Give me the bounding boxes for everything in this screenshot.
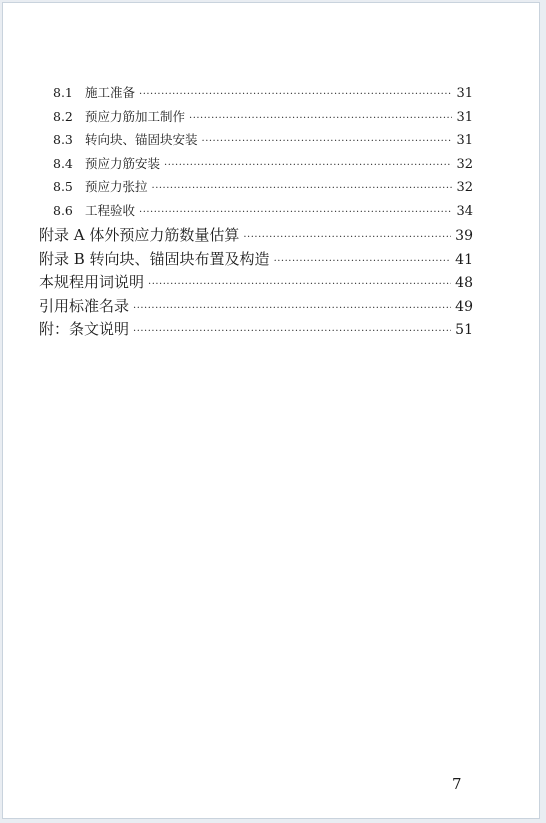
entry-page: 39: [455, 228, 473, 244]
dot-leader: [189, 113, 452, 124]
toc-section-row[interactable]: [39, 154, 473, 178]
toc-section-row[interactable]: [39, 107, 473, 131]
entry-title: 附录 B 转向块、锚固块布置及构造: [39, 249, 270, 268]
toc-section-row[interactable]: [39, 130, 473, 154]
toc-section-row[interactable]: [39, 201, 473, 225]
entry-title: 引用标准名录: [39, 296, 130, 315]
toc-section-row[interactable]: [39, 83, 473, 107]
toc-entry-row[interactable]: [39, 318, 473, 342]
entry-title: 附录 A 体外预应力筋数量估算: [39, 226, 240, 244]
section-number: 8.5: [53, 179, 73, 194]
dot-leader: [243, 232, 451, 243]
dot-leader: [202, 136, 453, 147]
dot-leader: [133, 303, 451, 314]
section-page: 31: [456, 109, 473, 125]
dot-leader: [148, 279, 451, 290]
toc-entry-row[interactable]: [39, 295, 473, 319]
section-title: 转向块、锚固块安装: [85, 132, 198, 147]
entry-page: 48: [455, 275, 473, 291]
toc-entry-row[interactable]: [39, 224, 473, 248]
toc-section-row[interactable]: [39, 177, 473, 201]
section-number: 8.1: [53, 85, 73, 100]
section-page: 31: [456, 133, 473, 148]
section-number: 8.3: [53, 132, 73, 147]
entry-page: 49: [455, 298, 473, 315]
entry-title: 本规程用词说明: [39, 273, 145, 291]
section-title: 工程验收: [85, 202, 136, 218]
dot-leader: [152, 183, 453, 194]
dot-leader: [164, 160, 452, 171]
entry-title: 附：条文说明: [39, 320, 130, 338]
toc-entry-row[interactable]: [39, 248, 473, 272]
dot-leader: [139, 207, 452, 218]
entry-page: 41: [455, 251, 473, 268]
page-number: 7: [452, 775, 462, 793]
section-title: 预应力筋加工制作: [85, 108, 186, 124]
toc-entry-row[interactable]: [39, 271, 473, 295]
section-page: 32: [456, 180, 473, 195]
section-page: 32: [456, 156, 473, 172]
section-number: 8.4: [53, 155, 73, 171]
section-title: 施工准备: [85, 85, 136, 100]
table-of-contents: [39, 83, 473, 342]
section-page: 34: [456, 203, 473, 219]
section-page: 31: [456, 86, 473, 101]
dot-leader: [274, 256, 452, 267]
section-number: 8.2: [53, 108, 73, 124]
dot-leader: [133, 326, 451, 337]
section-title: 预应力张拉: [85, 179, 148, 194]
document-page: [2, 2, 540, 819]
section-number: 8.6: [53, 202, 73, 218]
entry-page: 51: [455, 322, 473, 338]
dot-leader: [139, 89, 452, 100]
section-title: 预应力筋安装: [85, 155, 161, 171]
